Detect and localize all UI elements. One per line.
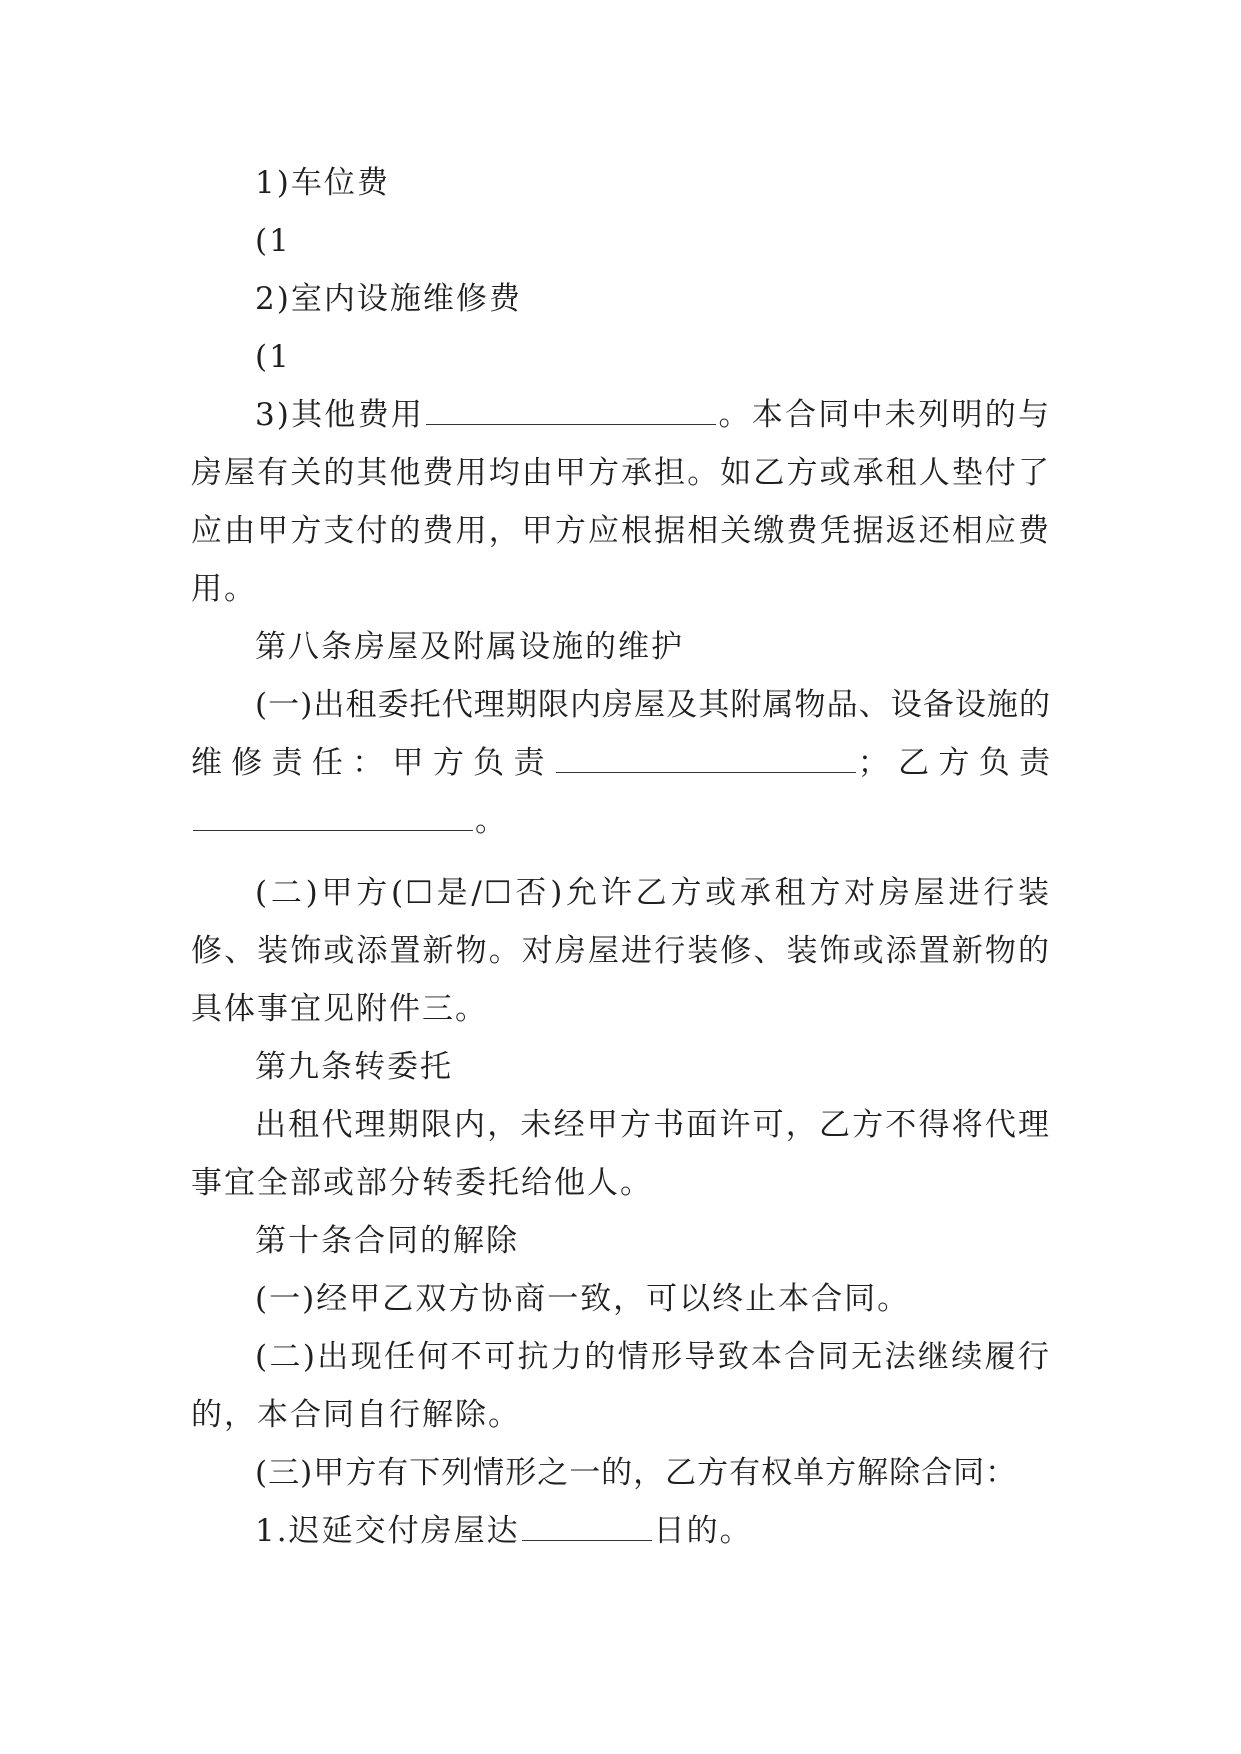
fill-blank-delay-days[interactable] [522, 1510, 652, 1541]
article-9-body: 出租代理期限内，未经甲方书面许可，乙方不得将代理事宜全部或部分转委托给他人。 [191, 1107, 1051, 1201]
article-8-clause-2: (二)甲方(☐是/☐否)允许乙方或承租方对房屋进行装修、装饰或添置新物。对房屋进行装修、装饰或添置新物的具体事宜见附件三。 [191, 875, 1051, 1027]
article-10-clause-2: (二)出现任何不可抗力的情形导致本合同无法继续履行的，本合同自行解除。 [191, 1339, 1051, 1433]
fee-item-other-text: 。本合同中未列明的与房屋有关的其他费用均由甲方承担。如乙方或承租人垫付了应由甲方支付的费用，甲方应根据相关缴费凭据返还相应费用。 [191, 397, 1051, 607]
fee-item-other [191, 386, 1051, 618]
fee-item-other-label: 3)其他费用 [255, 397, 425, 433]
fill-blank-party-b-duty[interactable] [193, 800, 473, 831]
article-8-clause-1 [191, 676, 1051, 850]
article-10-clause-1: (一)经甲乙双方协商一致，可以终止本合同。 [255, 1281, 911, 1317]
article-8-clause-1-end: 。 [475, 803, 507, 839]
document-body [191, 154, 1051, 1560]
fill-blank-party-a-duty[interactable] [556, 742, 856, 773]
fee-item-maintenance-sub: (1 [255, 339, 291, 375]
fill-blank-other-fees[interactable] [426, 394, 716, 425]
item-1-text: 1.迟延交付房屋达 [255, 1513, 520, 1549]
article-10-heading: 第十条合同的解除 [255, 1223, 519, 1259]
spacer [191, 850, 1051, 864]
fee-item-maintenance: 2)室内设施维修费 [255, 281, 522, 317]
item-1-end: 日的。 [653, 1513, 753, 1549]
article-8-clause-1-mid: ；乙方负责 [857, 745, 1052, 781]
fee-item-parking-sub: (1 [255, 223, 291, 259]
article-10-clause-3: (三)甲方有下列情形之一的，乙方有权单方解除合同： [255, 1455, 1018, 1491]
fee-item-parking: 1)车位费 [255, 165, 390, 201]
article-8-heading: 第八条房屋及附属设施的维护 [255, 629, 684, 665]
article-9-heading: 第九条转委托 [255, 1049, 453, 1085]
article-8-clause-1-text: (一)出租委托代理期限内房屋及其附属物品、设备设施的维修责任：甲方负责 [191, 687, 1051, 781]
article-10-clause-3-item-1 [191, 1502, 1051, 1560]
